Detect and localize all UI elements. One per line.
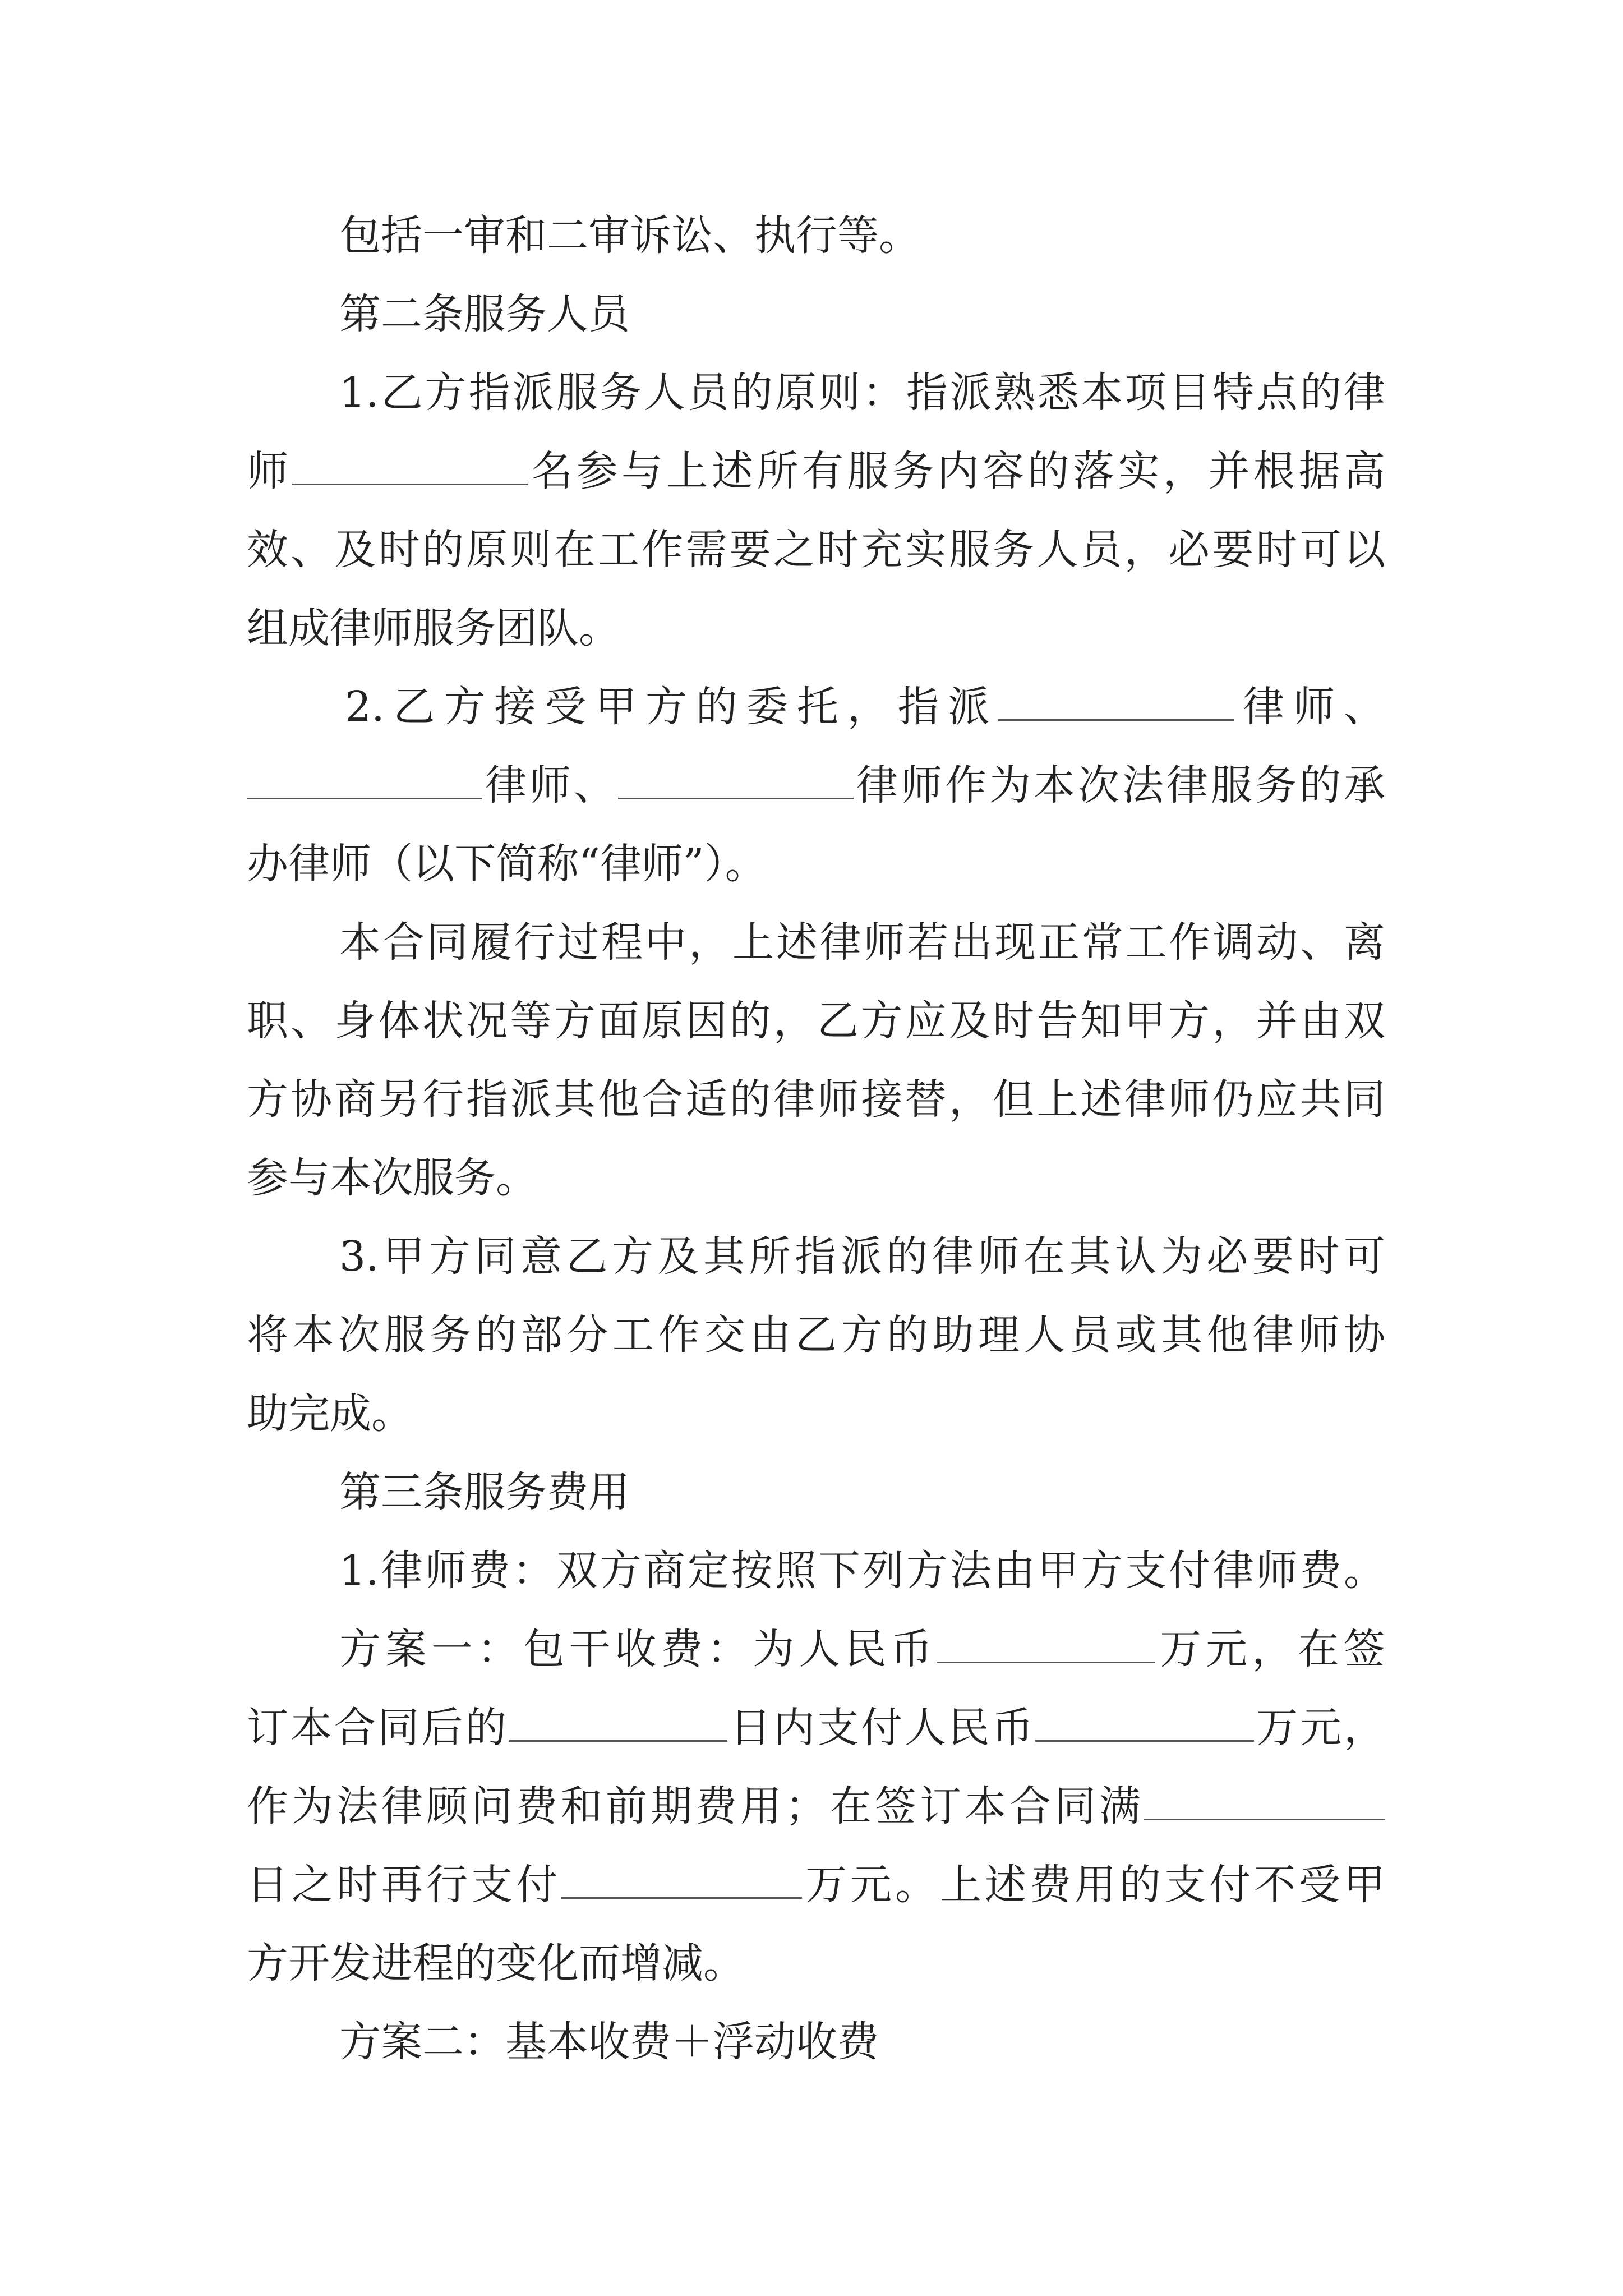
paragraph-line xyxy=(247,752,1385,819)
text: 第三条服务费用 xyxy=(339,1468,630,1516)
paragraph-line xyxy=(247,1144,537,1212)
fill-in-blank xyxy=(618,764,854,799)
text: 3.甲方同意乙方及其所指派的律师在其认为必要时可 xyxy=(339,1232,1385,1281)
section-heading xyxy=(339,280,630,348)
text: 师 xyxy=(247,447,292,495)
text: 1.乙方指派服务人员的原则：指派熟悉本项目特点的律 xyxy=(339,369,1385,417)
fill-in-blank xyxy=(561,1864,802,1899)
text: 万元，在签 xyxy=(1155,1625,1386,1673)
text: 本合同履行过程中，上述律师若出现正常工作调动、离 xyxy=(339,918,1385,967)
paragraph-line xyxy=(339,909,1385,976)
paragraph-line xyxy=(247,1694,1385,1761)
paragraph-line xyxy=(247,1773,1385,1840)
paragraph-line xyxy=(247,438,1385,505)
text: 万元。上述费用的支付不受甲 xyxy=(802,1861,1385,1909)
text: 律师作为本次法律服务的承 xyxy=(854,761,1385,809)
paragraph-line xyxy=(247,1301,1385,1369)
fill-in-blank xyxy=(292,450,528,485)
section-heading xyxy=(339,1458,630,1526)
paragraph-line xyxy=(345,673,1385,740)
text: 包括一审和二审诉讼、执行等。 xyxy=(339,211,920,260)
text: 律师、 xyxy=(1234,683,1385,731)
text: 职、身体状况等方面原因的，乙方应及时告知甲方，并由双 xyxy=(247,997,1385,1045)
fill-in-blank xyxy=(937,1628,1155,1663)
paragraph-line xyxy=(247,1066,1385,1133)
paragraph-line xyxy=(339,1537,1385,1604)
text: 律师、 xyxy=(482,761,618,809)
fill-in-blank xyxy=(1035,1706,1254,1742)
paragraph-line xyxy=(247,1851,1385,1918)
paragraph-line xyxy=(339,1223,1385,1290)
text: 万元， xyxy=(1254,1704,1386,1752)
text: 第二条服务人员 xyxy=(339,290,630,338)
paragraph-line xyxy=(339,1616,1385,1683)
text: 效、及时的原则在工作需要之时充实服务人员，必要时可以 xyxy=(247,526,1385,574)
text: 方开发进程的变化而增减。 xyxy=(247,1939,745,1987)
text: 组成律师服务团队。 xyxy=(247,604,620,652)
paragraph-line xyxy=(247,830,767,898)
text: 日内支付人民币 xyxy=(727,1704,1036,1752)
text: 方案二：基本收费＋浮动收费 xyxy=(339,2018,879,2066)
text: 方协商另行指派其他合适的律师接替，但上述律师仍应共同 xyxy=(247,1075,1385,1124)
text: 1.律师费：双方商定按照下列方法由甲方支付律师费。 xyxy=(339,1547,1385,1595)
paragraph-line xyxy=(339,359,1385,426)
paragraph-line xyxy=(339,202,920,269)
paragraph-line xyxy=(247,516,1385,583)
paragraph-line xyxy=(247,1930,745,1997)
fill-in-blank xyxy=(998,685,1234,721)
text: 方案一：包干收费：为人民币 xyxy=(339,1625,937,1673)
fill-in-blank xyxy=(509,1706,727,1742)
paragraph-line xyxy=(247,987,1385,1055)
fill-in-blank xyxy=(1144,1785,1385,1820)
text: 日之时再行支付 xyxy=(247,1861,561,1909)
text: 订本合同后的 xyxy=(247,1704,509,1752)
paragraph-line xyxy=(247,1380,413,1447)
text: 办律师（以下简称“律师”）。 xyxy=(247,840,767,888)
text: 参与本次服务。 xyxy=(247,1154,537,1202)
text: 助完成。 xyxy=(247,1389,413,1438)
fill-in-blank xyxy=(247,764,482,799)
text: 名参与上述所有服务内容的落实，并根据高 xyxy=(527,447,1385,495)
text: 2.乙方接受甲方的委托，指派 xyxy=(345,683,999,731)
paragraph-line xyxy=(247,595,620,662)
text: 将本次服务的部分工作交由乙方的助理人员或其他律师协 xyxy=(247,1311,1385,1359)
paragraph-line xyxy=(339,2008,879,2076)
text: 作为法律顾问费和前期费用；在签订本合同满 xyxy=(247,1782,1144,1830)
